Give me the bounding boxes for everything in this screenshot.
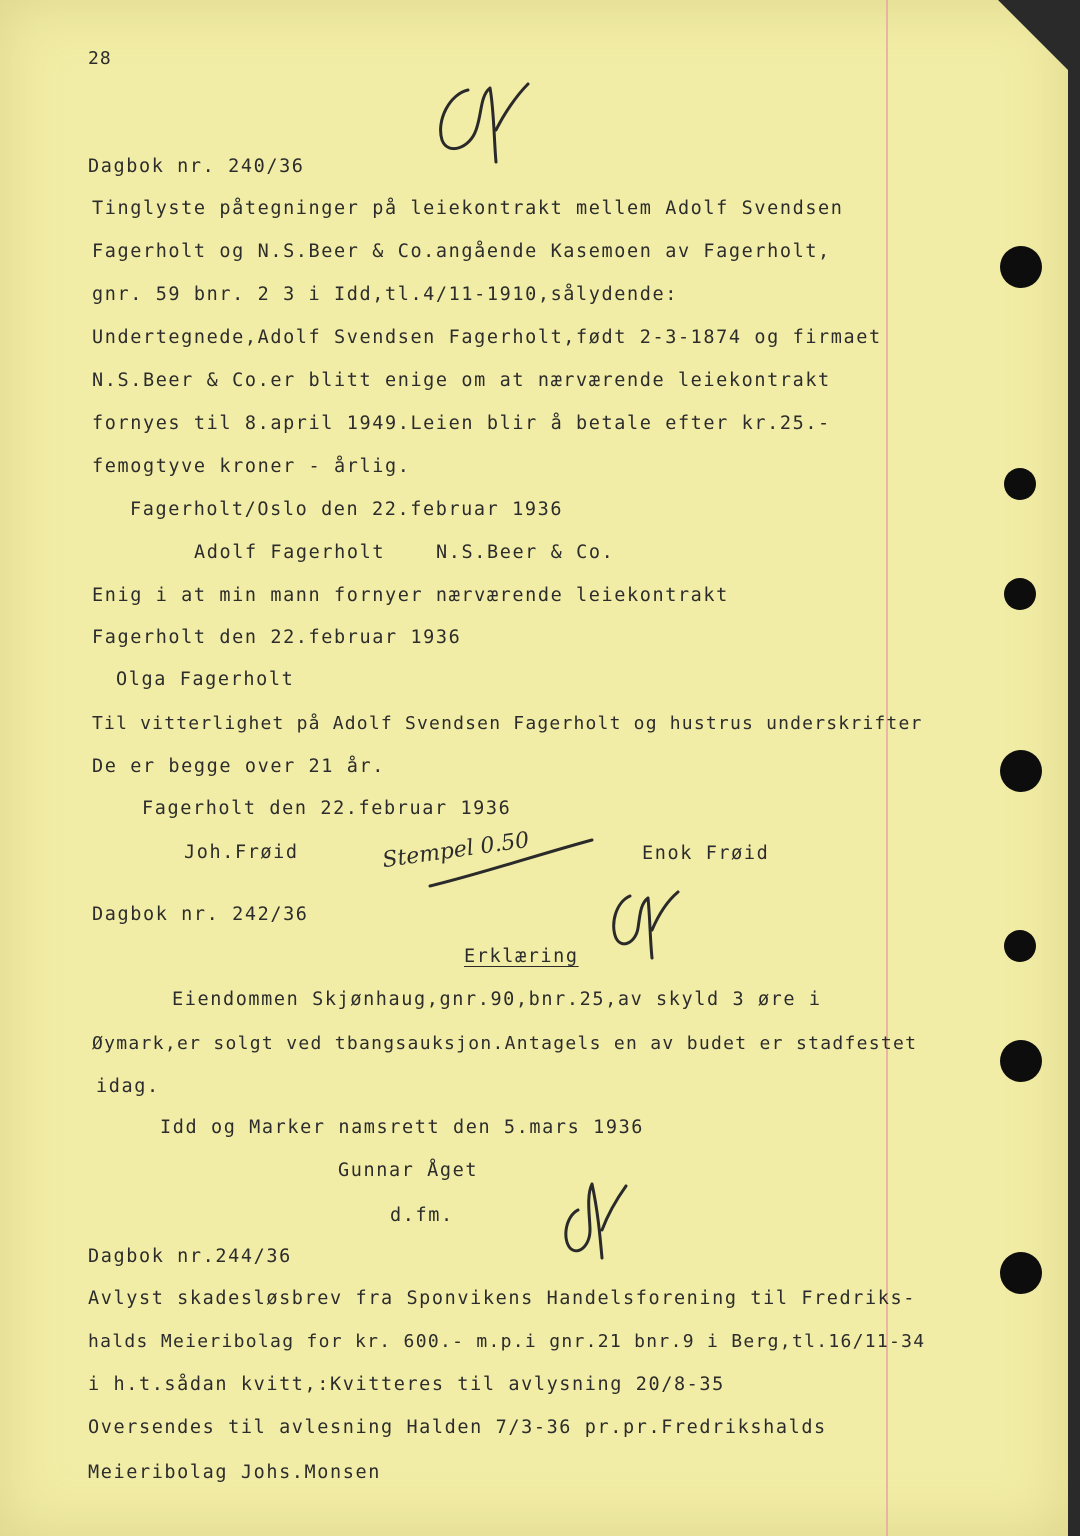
entry-line: fornyes til 8.april 1949.Leien blir å betale efter kr.25.- [92, 413, 831, 434]
entry-line: idag. [96, 1076, 160, 1097]
entry-line: femogtyve kroner - årlig. [92, 456, 411, 477]
entry-line: i h.t.sådan kvitt,:Kvitteres til avlysning 20/8-35 [88, 1374, 725, 1395]
binder-hole [1000, 750, 1042, 792]
entry-line: gnr. 59 bnr. 2 3 i Idd,tl.4/11-1910,sålydende: [92, 284, 678, 305]
page-corner-fold [998, 0, 1068, 70]
witness-left: Joh.Frøid [184, 842, 299, 863]
declaration-title: Erklæring [464, 946, 579, 967]
entry-heading-242: Dagbok nr. 242/36 [92, 904, 309, 925]
entry-line: Øymark,er solgt ved tbangsauksjon.Antagels en av budet er stadfestet [92, 1033, 918, 1054]
entry-line: Oversendes til avlesning Halden 7/3-36 pr.pr.Fredrikshalds [88, 1417, 827, 1438]
entry-line: Eiendommen Skjønhaug,gnr.90,bnr.25,av skyld 3 øre i [172, 989, 822, 1010]
witness-right: Enok Frøid [642, 843, 770, 864]
stamp-signature-stroke [420, 834, 600, 894]
entry-line: Gunnar Åget [338, 1160, 479, 1181]
binder-hole [1000, 246, 1042, 288]
entry-line: Til vitterlighet på Adolf Svendsen Fagerholt og hustrus underskrifter [92, 713, 923, 734]
entry-line: Meieribolag Johs.Monsen [88, 1462, 381, 1483]
initials-signature [604, 880, 694, 970]
initials-signature [556, 1176, 646, 1266]
entry-line: halds Meieribolag for kr. 600.- m.p.i gnr.21 bnr.9 i Berg,tl.16/11-34 [88, 1331, 926, 1352]
entry-heading-240: Dagbok nr. 240/36 [88, 156, 305, 177]
entry-line: d.fm. [390, 1205, 454, 1226]
binder-hole [1000, 1040, 1042, 1082]
entry-line: Olga Fagerholt [116, 669, 295, 690]
entry-line: Fagerholt/Oslo den 22.februar 1936 [130, 499, 564, 520]
entry-line: Idd og Marker namsrett den 5.mars 1936 [160, 1117, 645, 1138]
entry-line: Fagerholt den 22.februar 1936 [92, 627, 462, 648]
entry-line: Fagerholt og N.S.Beer & Co.angående Kasemoen av Fagerholt, [92, 241, 831, 262]
page-number: 28 [88, 48, 112, 69]
entry-line: Avlyst skadesløsbrev fra Sponvikens Handelsforening til Fredriks- [88, 1288, 916, 1309]
stamp-fee-note: Stempel 0.50 [380, 827, 531, 874]
binder-hole [1004, 578, 1036, 610]
initials-signature [430, 70, 550, 170]
binder-hole [1004, 930, 1036, 962]
entry-line: Fagerholt den 22.februar 1936 [142, 798, 512, 819]
entry-line: Tinglyste påtegninger på leiekontrakt mellem Adolf Svendsen [92, 198, 844, 219]
entry-line: Adolf Fagerholt N.S.Beer & Co. [194, 542, 615, 563]
entry-line: Enig i at min mann fornyer nærværende leiekontrakt [92, 585, 729, 606]
binder-hole [1000, 1252, 1042, 1294]
entry-line: N.S.Beer & Co.er blitt enige om at nærværende leiekontrakt [92, 370, 831, 391]
binder-hole [1004, 468, 1036, 500]
entry-heading-244: Dagbok nr.244/36 [88, 1246, 292, 1267]
entry-line: Undertegnede,Adolf Svendsen Fagerholt,født 2-3-1874 og firmaet [92, 327, 882, 348]
entry-line: De er begge over 21 år. [92, 756, 385, 777]
